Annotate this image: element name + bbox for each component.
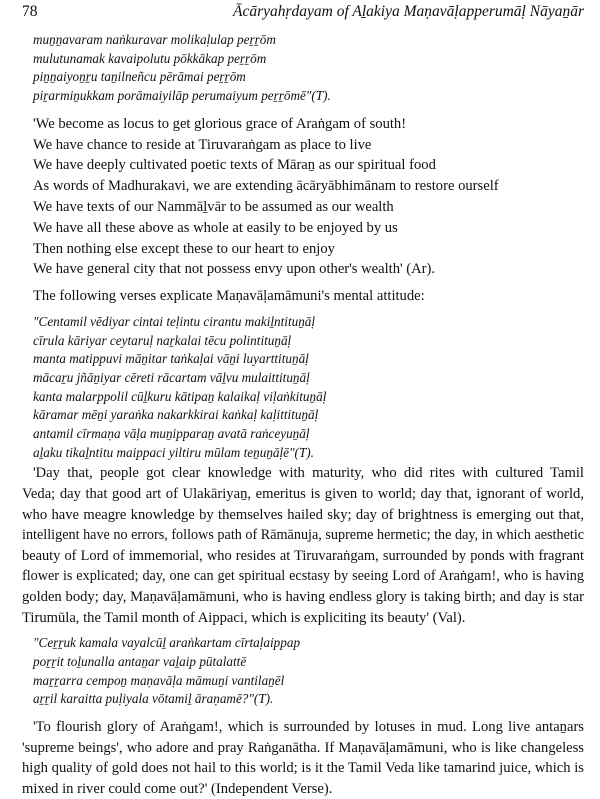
- prose-line: 'Day that, people got clear knowledge with maturity, who did rites with cultured Tamil: [33, 465, 584, 482]
- prose-line: Tirumūla, the Tamil month of Aippaci, which is expliciting its beauty' (Val).: [22, 609, 466, 626]
- verse-line: poṟṟit toḻunalla antaṉar vaḻaip pūtalattē: [33, 653, 247, 669]
- verse-line: "Ceṟṟuk kamala vayalcūḻ araṅkartam cīrtaḷaippap: [33, 635, 301, 651]
- verse-block-3: [33, 634, 584, 709]
- translation-line: 'We become as locus to get glorious grace of Araṅgam of south!: [33, 115, 407, 132]
- prose-line: intelligent have no errors, follows path of Rāmānuja, supreme hermetic; the day, in which aesthetic: [22, 527, 585, 544]
- prose-line: golden body; day, Maṇavāḷamāmuni, who is having endless glory is taking birth; and day is star: [22, 588, 584, 605]
- prose-line: who have meagre knowledge by themselves hailed sky; day of brightness is emerging out that,: [22, 506, 584, 523]
- verse-line: "Centamil vēdiyar cintai teḷintu cirantu makiḻntituṉāḷ: [33, 313, 316, 329]
- translation-line: We have deeply cultivated poetic texts of Māraṉ as our spiritual food: [33, 157, 436, 174]
- translation-line: As words of Madhurakavi, we are extending ācāryābhimānam to restore ourself: [33, 178, 499, 195]
- verse-line: muṉṉavaram naṅkuravar molikaḷulap peṟṟōm: [33, 32, 276, 47]
- page-number: 78: [22, 3, 38, 20]
- translation-line: Then nothing else except these to our heart to enjoy: [33, 240, 335, 257]
- verse-line: manta matippuvi māṉitar taṅkaḷai vāṉi luyarttituṉāḷ: [33, 351, 309, 367]
- prose-paragraph-1: [22, 463, 584, 628]
- verse-line: kāramar mēṉi yaraṅka nakarkkirai kaṅkaḷ kaḷittituṉāḷ: [33, 407, 319, 423]
- intro-line: The following verses explicate Maṇavāḷamāmuni's mental attitude:: [33, 288, 425, 305]
- prose-line: high quality of gold does not hail to this world; is it the Tamil Veda like tamarind juice, which is: [22, 760, 584, 777]
- prose-line: Veda; day that good art of Ulakāriyaṉ, emeritus is given to world; day that, ignorant of world,: [22, 486, 584, 503]
- verse-line: maṟṟarra cempoṉ maṇavāḷa māmuṉi vantilaṉēl: [33, 672, 285, 688]
- prose-line: beauty of Lord of immemorial, who resides at Tiruvaraṅgam, surrounded by ponds with fragrant: [22, 547, 584, 564]
- prose-line: mixed in river could come out?' (Independent Verse).: [22, 780, 333, 797]
- prose-line: flower is explicated; day, one can get spiritual ecstasy by seeing Lord of Araṅgam!, who is having: [22, 568, 584, 585]
- translation-block-1: [33, 114, 584, 280]
- translation-line: We have general city that not possess envy upon other's wealth' (Ar).: [33, 261, 436, 278]
- translation-line: We have chance to reside at Tiruvaraṅgam as place to live: [33, 136, 372, 153]
- translation-line: We have texts of our Nammāḻvār to be assumed as our wealth: [33, 198, 394, 215]
- verse-line: aḻaku tikaḻntitu maippaci yiltiru mūlam teṉuṉāḷē"(T).: [33, 444, 314, 460]
- intro-paragraph: [33, 286, 584, 307]
- translation-line: We have all these above as whole at easily to be enjoyed by us: [33, 219, 398, 236]
- running-title: Ācāryahṛdayam of Aḻakiya Maṇavāḷapperumāḷ Nāyaṉār: [233, 3, 584, 20]
- prose-line: 'To flourish glory of Araṅgam!, which is surrounded by lotuses in mud. Long live antaṉars: [33, 718, 584, 735]
- verse-line: piṉṉaiyoṉṟu taṉilneñcu pērāmai peṟṟōm: [33, 69, 246, 85]
- verse-line: mācaṟu jñāṉiyar cēreti rācartam vāḻvu mulaittituṉāḷ: [33, 369, 310, 385]
- document-page: [22, 0, 584, 799]
- verse-line: piṟarmiṉukkam porāmaiyilāp perumaiyum peṟṟōmē"(T).: [33, 88, 331, 104]
- verse-line: cīrula kāriyar ceytaruḷ naṟkalai tēcu polintituṉāḷ: [33, 332, 292, 348]
- page-header: [22, 3, 584, 29]
- verse-line: aṟṟil karaitta puḷiyala vōtamiḻ āraṇamē?"(T).: [33, 691, 274, 707]
- verse-block-1: [33, 31, 584, 106]
- verse-line: kanta malarppolil cūḻkuru kātipaṉ kalaikaḷ viḷaṅkituṉāḷ: [33, 388, 327, 404]
- verse-block-2: [33, 313, 584, 463]
- verse-line: antamil cīrmaṇa vāḷa muṉipparaṉ avatā raṅceyuṉāḷ: [33, 426, 310, 442]
- verse-line: mulutunamak kavaipolutu pōkkākap peṟṟōm: [33, 50, 267, 66]
- prose-paragraph-2: [22, 717, 584, 799]
- prose-line: 'supreme beings', who adore and pray Raṅganātha. If Maṇavāḷamāmuni, who is like changeless: [22, 739, 584, 756]
